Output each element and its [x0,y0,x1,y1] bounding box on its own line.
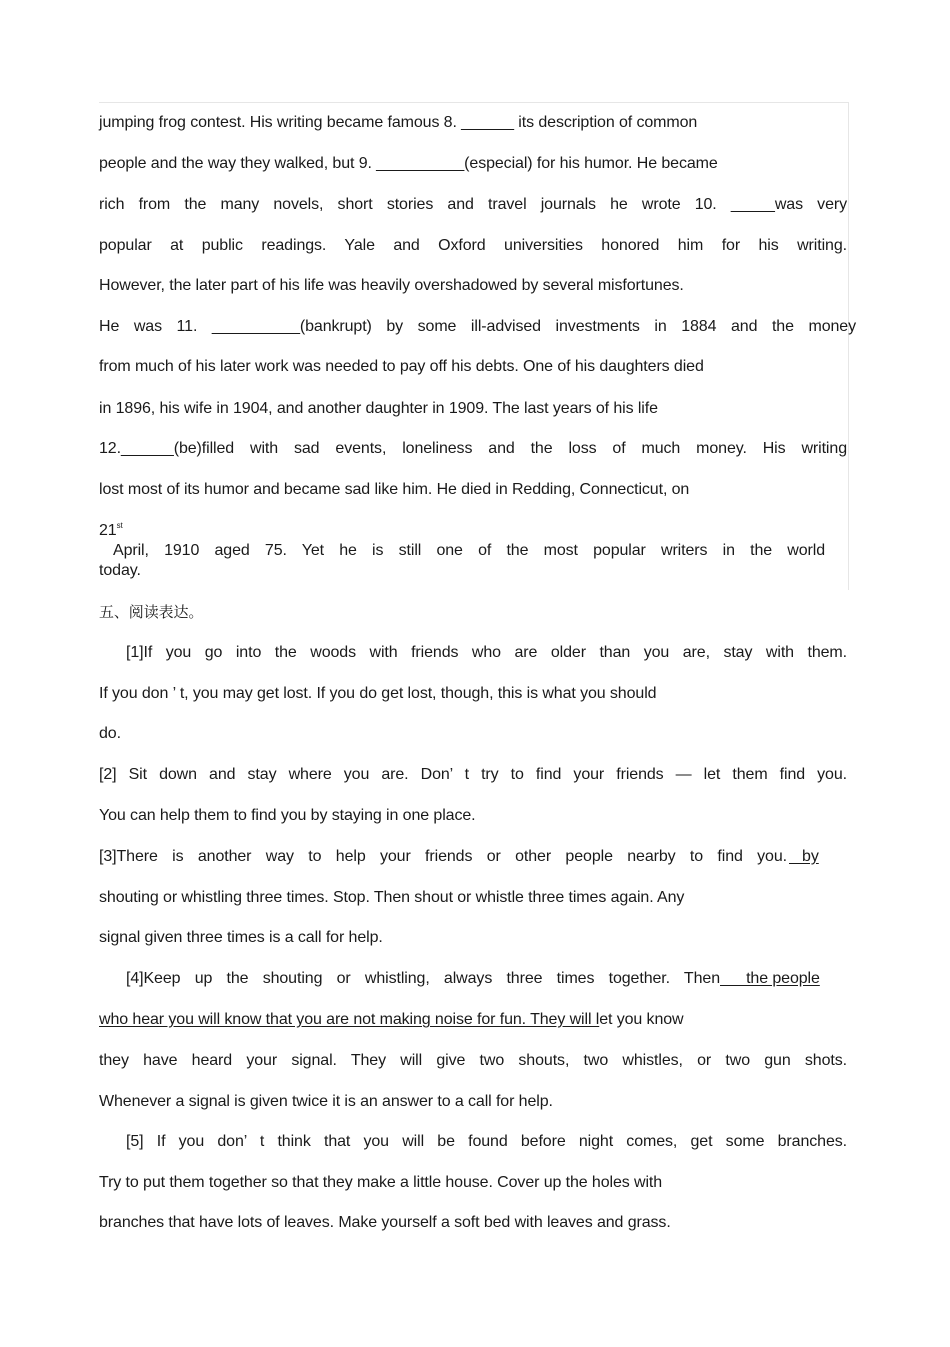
p4-line-4: Whenever a signal is given twice it is an answer to a call for help. [99,1093,553,1110]
passage-last-line: today. [99,562,141,579]
p1-line-2: If you don ’ t, you may get lost. If you do get lost, though, this is what you should [99,685,657,702]
p1-line-3: do. [99,725,121,742]
p1-line-1: [1]If you go into the woods with friends who are older than you are, stay with them. [126,644,847,661]
p3-underlined-answer: by [789,848,819,865]
p4-line-1-text: [4]Keep up the shouting or whistling, always three times together. Then [126,970,720,987]
passage-line-7: from much of his later work was needed to pay off his debts. One of his daughters died [99,358,704,375]
passage-line-3: rich from the many novels, short stories and travel journals he wrote 10. _____was very [99,196,847,213]
passage-line-2: people and the way they walked, but 9. __________(especial) for his humor. He became [99,155,718,172]
date-ordinal-suffix: st [116,521,123,530]
p4-line-2-rest: et you know [599,1011,684,1028]
section-five-heading: 五、阅读表达。 [99,603,204,621]
p4-line-1 [126,969,847,989]
passage-date-line [99,521,847,561]
passage-box-right-border [848,102,849,590]
passage-line-10: lost most of its humor and became sad like him. He died in Redding, Connecticut, on [99,481,690,498]
passage-line-6: He was 11. __________(bankrupt) by some ill-advised investments in 1884 and the money [99,318,856,335]
p3-line-2: shouting or whistling three times. Stop. Then shout or whistle three times again. Any [99,889,685,906]
p3-line-3: signal given three times is a call for help. [99,929,383,946]
date-day: 21 [99,522,117,539]
p4-underlined-sentence: who hear you will know that you are not making noise for fun. They will l [99,1011,600,1028]
p2-line-2: You can help them to find you by staying in one place. [99,807,476,824]
p5-line-1: [5] If you don’ t think that you will be found before night comes, get some branches. [126,1133,847,1150]
p3-line-1-text: [3]There is another way to help your friends or other people nearby to find you. [99,848,787,865]
date-line-rest: April, 1910 aged 75. Yet he is still one of the most popular writers in the world [113,542,825,559]
p4-underlined-start: the people [720,970,820,987]
passage-line-5: However, the later part of his life was heavily overshadowed by several misfortunes. [99,277,684,294]
p4-line-3: they have heard your signal. They will give two shouts, two whistles, or two gun shots. [99,1052,847,1069]
p5-line-2: Try to put them together so that they make a little house. Cover up the holes with [99,1174,663,1191]
p2-line-1: [2] Sit down and stay where you are. Don’ t try to find your friends — let them find you. [99,766,847,783]
p5-line-3: branches that have lots of leaves. Make yourself a soft bed with leaves and grass. [99,1214,671,1231]
passage-line-9: 12.______(be)filled with sad events, loneliness and the loss of much money. His writing [99,440,847,457]
passage-line-4: popular at public readings. Yale and Oxford universities honored him for his writing. [99,237,847,254]
p3-line-1 [99,847,859,867]
p4-line-2 [99,1010,859,1030]
passage-line-1: jumping frog contest. His writing became famous 8. ______ its description of common [99,114,698,131]
passage-line-8: in 1896, his wife in 1904, and another daughter in 1909. The last years of his life [99,400,658,417]
passage-box-top-border [99,102,849,103]
